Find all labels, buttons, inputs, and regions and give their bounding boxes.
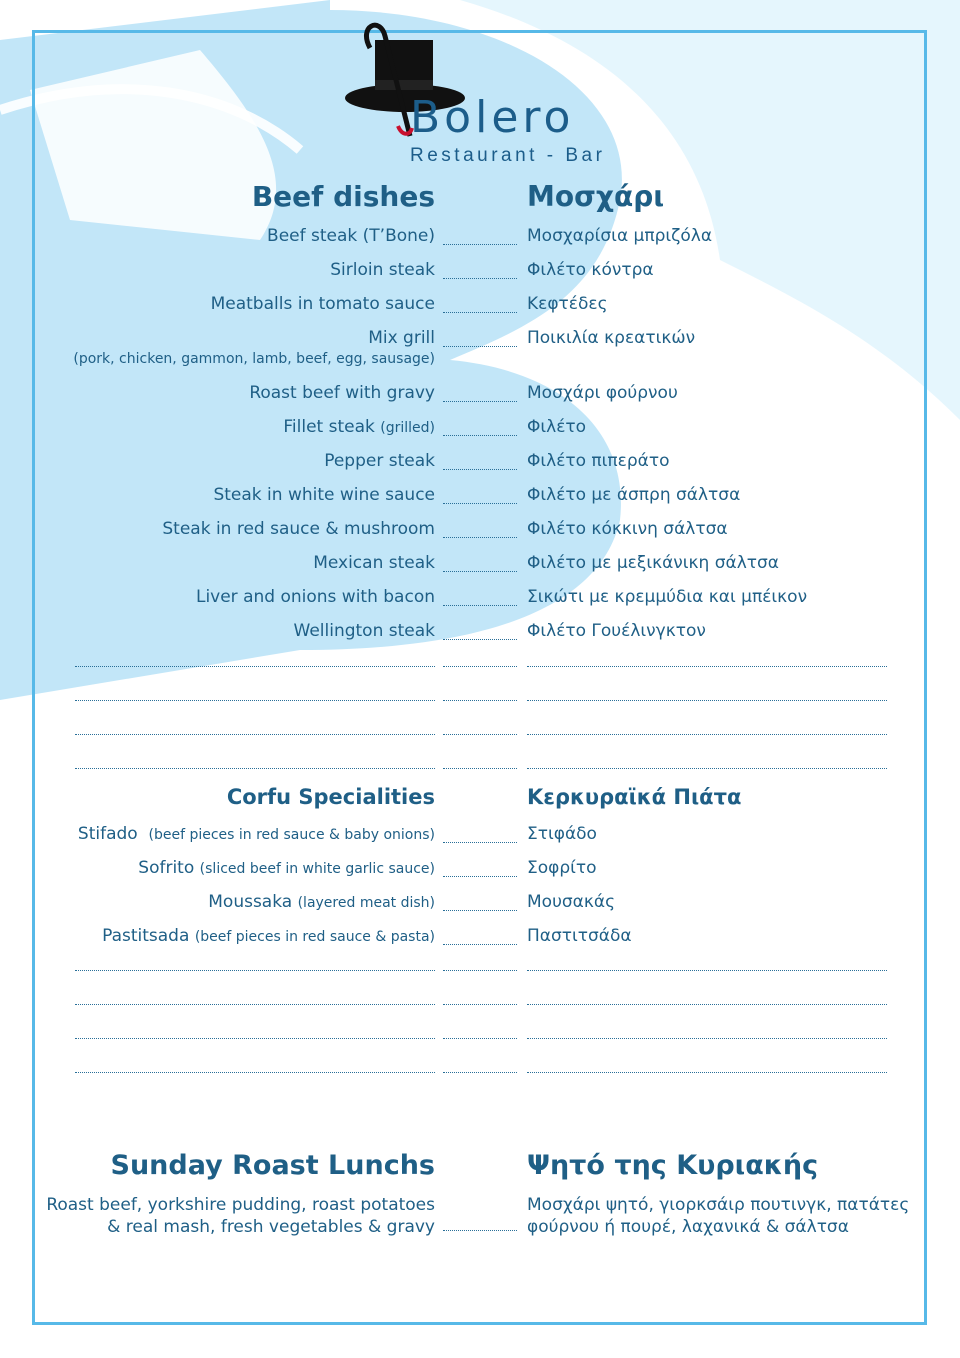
list-item: [0, 587, 960, 613]
dot-leader: [443, 435, 517, 436]
dot-leader: [443, 244, 517, 245]
dish-name-en: Liver and onions with bacon: [195, 587, 435, 607]
blank-entry-line: [0, 1038, 960, 1040]
dish-name-gr: Μοσχάρι φούρνου: [527, 383, 678, 403]
sunday-description-en-line2: & real mash, fresh vegetables & gravy: [107, 1217, 435, 1237]
sunday-description-gr-line2: φούρνου ή πουρέ, λαχανικά & σάλτσα: [527, 1217, 849, 1237]
sunday-heading-gr: Ψητό της Κυριακής: [527, 1150, 819, 1181]
dish-name-gr: Στιφάδο: [527, 824, 597, 844]
corfu-heading-en: Corfu Specialities: [226, 785, 435, 809]
dish-name-gr: Σοφρίτο: [527, 858, 597, 878]
beef-heading-en: Beef dishes: [251, 180, 435, 213]
dish-name-gr: Κεφτέδες: [527, 294, 608, 314]
dish-name-en: Meatballs in tomato sauce: [210, 294, 435, 314]
dish-name-gr: Ποικιλία κρεατικών: [527, 328, 696, 348]
dish-name-en: Pepper steak: [324, 451, 435, 471]
list-item: [0, 892, 960, 918]
list-item: [0, 451, 960, 477]
dish-name-gr: Φιλέτο πιπεράτο: [527, 451, 670, 471]
dot-leader: [443, 503, 517, 504]
list-item: [0, 621, 960, 647]
sunday-description-en-line1: Roast beef, yorkshire pudding, roast potatoes: [46, 1195, 435, 1215]
dish-name-gr: Φιλέτο με άσπρη σάλτσα: [527, 485, 741, 505]
dish-note: (beef pieces in red sauce & baby onions): [148, 827, 435, 843]
dish-name-text: Stifado: [77, 824, 138, 844]
dish-name-en: [138, 858, 435, 878]
list-item: [0, 553, 960, 579]
sunday-description-gr-line1: Μοσχάρι ψητό, γιορκσάιρ πουτινγκ, πατάτες: [527, 1195, 910, 1215]
list-item: [0, 294, 960, 320]
dish-name-en: Beef steak (T’Bone): [267, 226, 435, 246]
list-item: [0, 226, 960, 252]
dish-name-gr: Φιλέτο κόντρα: [527, 260, 654, 280]
dot-leader: [443, 639, 517, 640]
dish-name-gr: Φιλέτο Γουέλινγκτον: [527, 621, 706, 641]
list-item: [0, 824, 960, 850]
dish-name-gr: Φιλέτο κόκκινη σάλτσα: [527, 519, 728, 539]
blank-entry-line: [0, 700, 960, 702]
list-item: [0, 260, 960, 286]
dish-name-en: Steak in white wine sauce: [213, 485, 435, 505]
dish-note: (grilled): [380, 420, 435, 436]
blank-entry-line: [0, 1004, 960, 1006]
dot-leader: [443, 910, 517, 911]
blank-entry-line: [0, 970, 960, 972]
dish-name-gr: Φιλέτο με μεξικάνικη σάλτσα: [527, 553, 779, 573]
dish-name-gr: Παστιτσάδα: [527, 926, 632, 946]
dish-name-text: Moussaka: [208, 892, 293, 912]
page-frame: [32, 30, 927, 1325]
dot-leader: [443, 312, 517, 313]
brand-tagline: Restaurant - Bar: [410, 145, 606, 166]
dish-name-gr: Σικώτι με κρεμμύδια και μπέικον: [527, 587, 808, 607]
sunday-heading-en: Sunday Roast Lunchs: [110, 1150, 435, 1181]
dot-leader: [443, 842, 517, 843]
dish-name-gr: Μουσακάς: [527, 892, 616, 912]
dot-leader: [443, 346, 517, 347]
dish-name-en: Wellington steak: [293, 621, 435, 641]
sunday-description-gr: [527, 1194, 909, 1238]
dish-note: (layered meat dish): [297, 895, 435, 911]
dish-note: (sliced beef in white garlic sauce): [199, 861, 435, 877]
dish-description-en: (pork, chicken, gammon, lamb, beef, egg, sausage): [73, 351, 435, 367]
blank-entry-line: [0, 1072, 960, 1074]
dot-leader: [443, 469, 517, 470]
dot-leader: [443, 571, 517, 572]
dot-leader: [443, 1230, 517, 1231]
dot-leader: [443, 876, 517, 877]
dish-name-en: [78, 824, 435, 844]
corfu-heading-gr: Κερκυραϊκά Πιάτα: [527, 785, 742, 809]
dot-leader: [443, 278, 517, 279]
dish-name-text: Pastitsada: [102, 926, 190, 946]
list-item: [0, 519, 960, 545]
dish-name-en: Sirloin steak: [330, 260, 435, 280]
dot-leader: [443, 605, 517, 606]
dish-note: (beef pieces in red sauce & pasta): [194, 929, 435, 945]
list-item: [0, 485, 960, 511]
dish-name-gr: Φιλέτο: [527, 417, 587, 437]
dish-name-en: [102, 926, 435, 946]
dot-leader: [443, 537, 517, 538]
dish-name-text: Sofrito: [138, 858, 195, 878]
dish-name-en: Steak in red sauce & mushroom: [162, 519, 435, 539]
list-item: [0, 383, 960, 409]
dot-leader: [443, 401, 517, 402]
beef-heading-gr: Μοσχάρι: [527, 180, 665, 213]
blank-entry-line: [0, 734, 960, 736]
list-item: [0, 858, 960, 884]
dish-name-en: Mix grill: [368, 328, 435, 348]
dish-name-en: [208, 892, 435, 912]
list-item: [0, 328, 960, 374]
list-item: [0, 926, 960, 952]
blank-entry-line: [0, 768, 960, 770]
dish-name-en: Mexican steak: [313, 553, 435, 573]
dish-name-text: Fillet steak: [283, 417, 375, 437]
brand-name: Bolero: [410, 92, 575, 143]
dish-name-en: [283, 417, 435, 437]
list-item: [0, 417, 960, 443]
dish-name-gr: Μοσχαρίσια μπριζόλα: [527, 226, 713, 246]
blank-entry-line: [0, 666, 960, 668]
dot-leader: [443, 944, 517, 945]
dish-name-en: Roast beef with gravy: [249, 383, 435, 403]
